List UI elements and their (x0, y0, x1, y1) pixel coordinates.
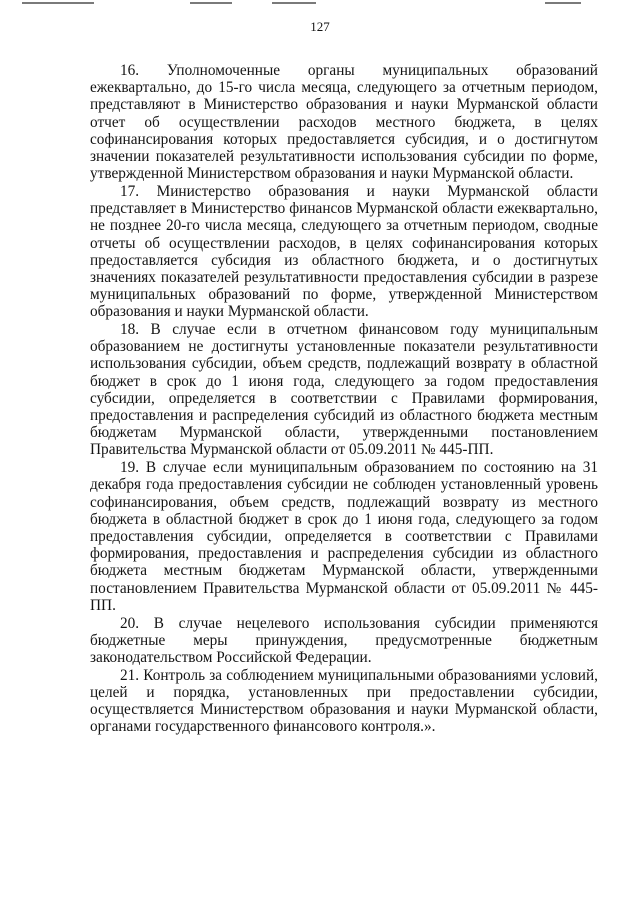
paragraph-17: 17. Министерство образования и науки Мурманской области представляет в Министерство финансов Мурманской области ежеквартально, не позднее 20-го числа месяца, следующего за отчетным периодом, сводные отчеты об осуществлении расходов, в целях софинансирования которых предоставляется субсидия из областного бюджета, и о достигнутых значениях показателей результативности предоставления субсидии в разрезе муниципальных образований по форме, утвержденной Министерством образования и науки Мурманской области. (90, 182, 598, 321)
paragraph-21: 21. Контроль за соблюдением муниципальными образованиями условий, целей и порядка, установленных при предоставлении субсидии, осуществляется Министерством образования и науки Мурманской области, органами государственного финансового контроля.». (90, 666, 598, 736)
scan-mark (545, 2, 581, 4)
page-number: 127 (310, 19, 330, 34)
scan-edge-marks (0, 0, 640, 10)
scan-mark (22, 2, 94, 4)
document-body (90, 62, 598, 736)
paragraph-20: 20. В случае нецелевого использования субсидии применяются бюджетные меры принуждения, предусмотренные бюджетным законодательством Российской Федерации. (90, 614, 598, 666)
paragraph-16: 16. Уполномоченные органы муниципальных образований ежеквартально, до 15-го числа месяца, следующего за отчетным периодом, представляют в Министерство образования и науки Мурманской области отчет об осуществлении расходов местного бюджета, в целях софинансирования которых предоставляется субсидия, и о достигнутом значении показателей результативности использования субсидии по форме, утвержденной Министерством образования и науки Мурманской области. (90, 62, 598, 183)
paragraph-18: 18. В случае если в отчетном финансовом году муниципальным образованием не достигнуты установленные показатели результативности использования субсидии, объем средств, подлежащий возврату в областной бюджет в срок до 1 июня года, следующего за годом предоставления субсидии, определяется в соответствии с Правилами формирования, предоставления и распределения субсидий из областного бюджета местным бюджетам Мурманской области, утвержденными постановлением Правительства Мурманской области от 05.09.2011 № 445-ПП. (90, 321, 598, 459)
paragraph-19: 19. В случае если муниципальным образованием по состоянию на 31 декабря года предоставления субсидии не соблюден установленный уровень софинансирования, объем средств, подлежащий возврату из местного бюджета в областной бюджет в срок до 1 июня года, следующего за годом предоставления субсидии, определяется в соответствии с Правилами формирования, предоставления и распределения субсидии из областного бюджета местным бюджетам Мурманской области, утвержденными постановлением Правительства Мурманской области от 05.09.2011 № 445-ПП. (90, 459, 598, 614)
scan-mark (190, 2, 232, 4)
scan-mark (272, 2, 316, 4)
